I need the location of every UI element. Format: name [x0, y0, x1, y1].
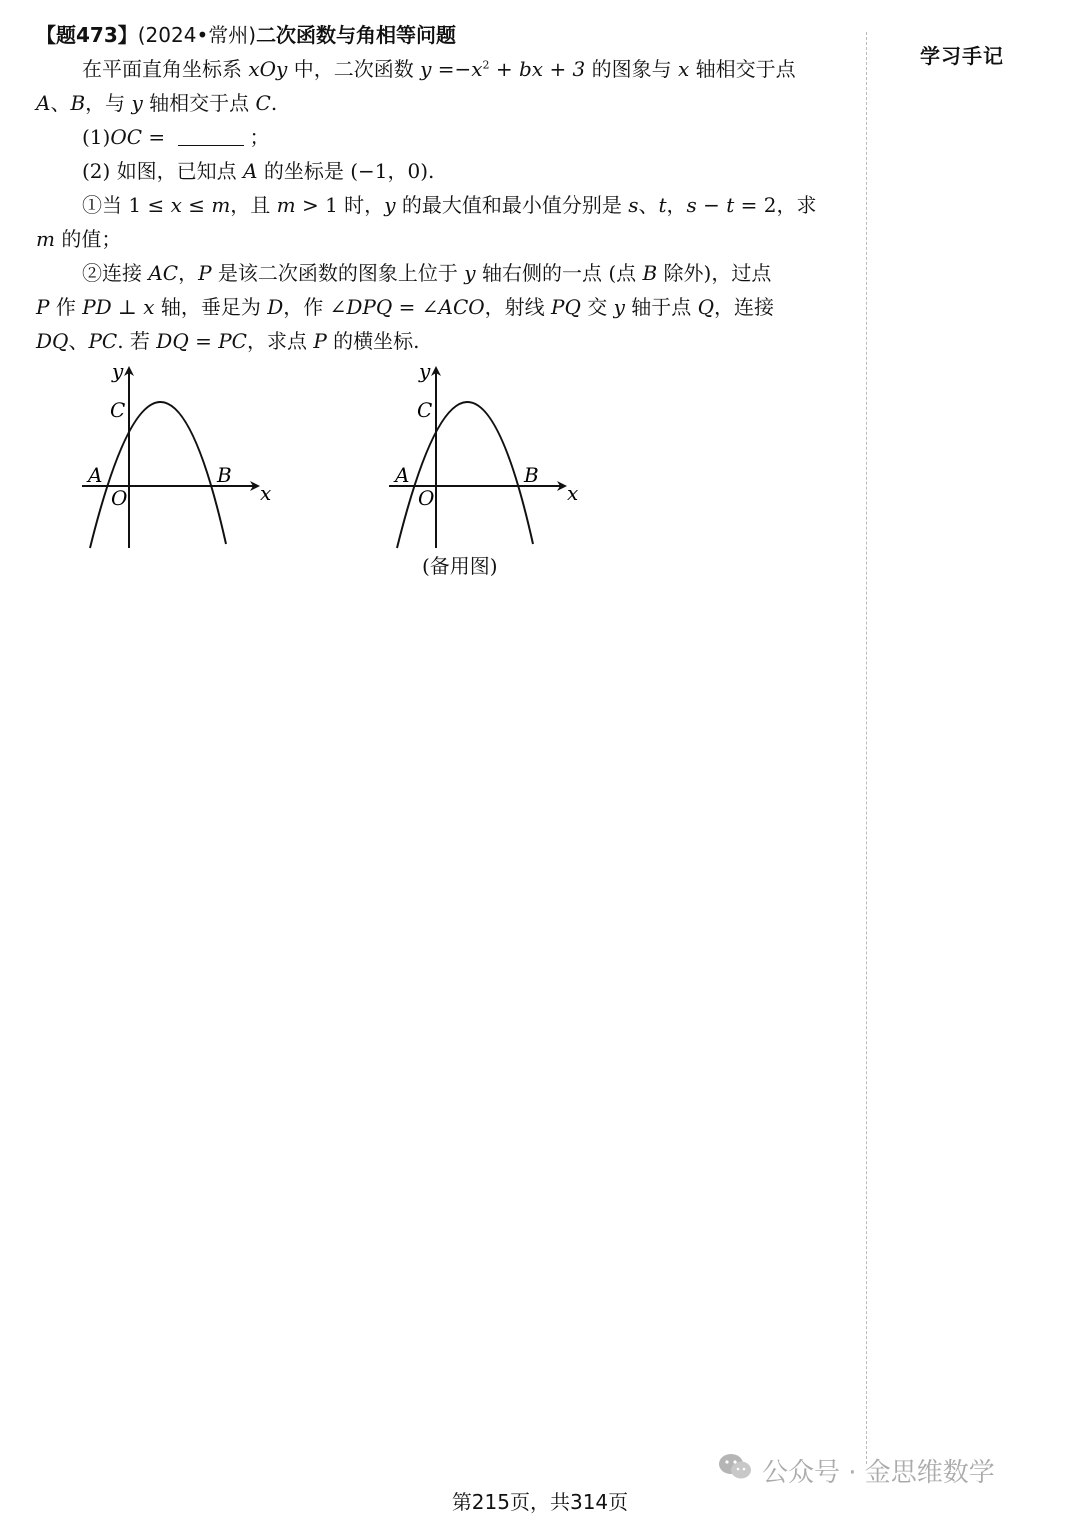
label-b: B: [217, 463, 232, 487]
watermark: [718, 1452, 995, 1489]
label-y: y: [112, 362, 124, 383]
label-x: x: [567, 481, 579, 505]
label-c: C: [110, 398, 126, 422]
problem-tag: 【题473】: [36, 23, 138, 47]
label-y: y: [419, 362, 431, 383]
sub-question-1-cont: m 的值；: [36, 227, 122, 251]
sub-question-2-line-3: DQ、PC. 若 DQ = PC，求点 P 的横坐标.: [36, 329, 420, 353]
label-o: O: [418, 486, 435, 510]
parabola-curve: [90, 402, 226, 548]
figure-backup: [387, 362, 587, 552]
label-a: A: [395, 463, 410, 487]
sub-question-1: ①当 1 ≤ x ≤ m，且 m > 1 时，y 的最大值和最小值分别是 s、t，s − t = 2，求: [82, 193, 817, 217]
label-a: A: [88, 463, 103, 487]
part-1: (1)OC = ；: [82, 125, 270, 149]
sub-question-2: ②连接 AC，P 是该二次函数的图象上位于 y 轴右侧的一点 (点 B 除外)，过点: [82, 261, 772, 285]
sub-question-2-line-2: P 作 PD ⊥ x 轴，垂足为 D，作 ∠DPQ = ∠ACO，射线 PQ 交 y 轴于点 Q，连接: [36, 295, 775, 319]
label-o: O: [111, 486, 128, 510]
parabola-graph: [80, 362, 280, 552]
notes-title: 学习手记: [920, 44, 1004, 68]
label-c: C: [417, 398, 433, 422]
problem-source: (2024•常州): [137, 23, 257, 47]
answer-blank: [178, 125, 244, 146]
label-b: B: [524, 463, 539, 487]
wechat-icon: [718, 1452, 752, 1489]
label-x: x: [260, 481, 272, 505]
figure-main: [80, 362, 280, 552]
problem-block: [36, 18, 846, 358]
part-2: (2) 如图，已知点 A 的坐标是 (−1，0).: [82, 159, 435, 183]
problem-topic: 二次函数与角相等问题: [256, 23, 457, 47]
notes-divider: [866, 32, 867, 1464]
figure-caption: (备用图): [422, 554, 498, 578]
parabola-curve: [397, 402, 533, 548]
page-footer: 第215页，共314页: [451, 1490, 629, 1514]
problem-title: [36, 18, 846, 52]
watermark-text: 公众号 · 金思维数学: [762, 1458, 995, 1488]
intro-line-2: A、B，与 y 轴相交于点 C.: [36, 91, 278, 115]
intro-line-1: 在平面直角坐标系 xOy 中，二次函数 $y =-x^2$ + bx + 3 的图象与 x 轴相交于点: [82, 57, 796, 81]
parabola-graph-backup: [387, 362, 587, 552]
